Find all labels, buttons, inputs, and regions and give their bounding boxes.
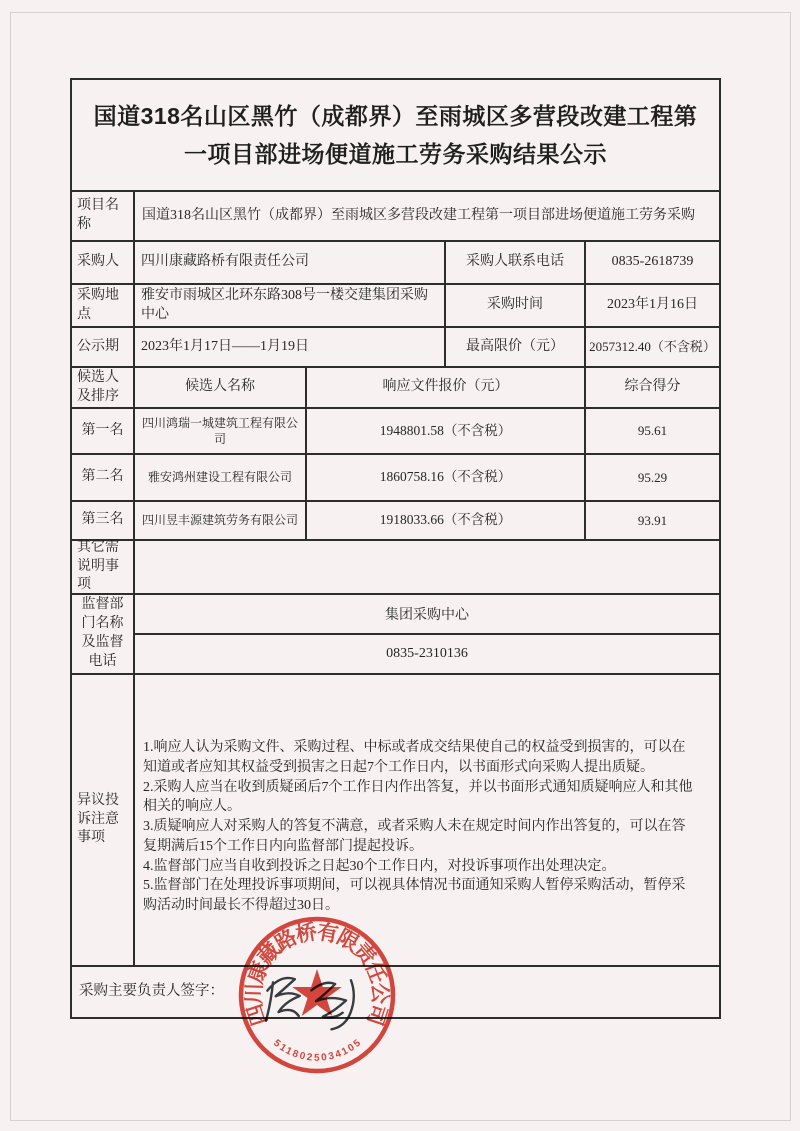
location-value: 雅安市雨城区北环东路308号一楼交建集团采购中心 bbox=[135, 285, 446, 326]
seal-company-text: 四川康藏路桥有限责任公司 bbox=[241, 919, 393, 1029]
row-location bbox=[72, 285, 719, 328]
row-other-notes bbox=[72, 541, 719, 595]
objection-item-4: 4.监督部门应当自收到投诉之日起30个工作日内，对投诉事项作出处理决定。 bbox=[143, 858, 616, 874]
supervision-phone-value: 0835-2310136 bbox=[386, 646, 468, 661]
project-name-value: 国道318名山区黑竹（成都界）至雨城区多营段改建工程第一项目部进场便道施工劳务采购 bbox=[142, 207, 695, 223]
row-purchaser bbox=[72, 242, 719, 285]
project-name-label: 项目名称 bbox=[72, 192, 135, 240]
candidate-score: 95.61 bbox=[637, 423, 668, 439]
candidate-price: 1918033.66（不含税） bbox=[307, 502, 586, 539]
purchaser-label: 采购人 bbox=[72, 242, 135, 283]
candidate-rank: 第三名 bbox=[72, 502, 135, 539]
other-notes-label: 其它需说明事项 bbox=[72, 541, 135, 593]
objection-item-3: 3.质疑响应人对采购人的答复不满意，或者采购人未在规定时间内作出答复的，可以在答复期满后15个工作日内向监督部门提起投诉。 bbox=[143, 819, 686, 854]
candidate-name: 四川昱丰源建筑劳务有限公司 bbox=[135, 502, 307, 539]
candidates-rank-label: 候选人及排序 bbox=[72, 368, 135, 407]
document-table bbox=[70, 78, 721, 1019]
other-notes-value bbox=[135, 541, 719, 593]
supervision-dept-value: 集团采购中心 bbox=[135, 595, 719, 635]
supervision-values bbox=[135, 595, 719, 673]
candidate-rank: 第二名 bbox=[72, 455, 135, 500]
objection-item-2: 2.采购人应当在收到质疑函后7个工作日内作出答复，并以书面形式通知质疑响应人和其他相关的响应人。 bbox=[143, 779, 693, 815]
company-seal bbox=[231, 909, 403, 1081]
candidate-name-header: 候选人名称 bbox=[135, 368, 307, 407]
objection-label: 异议投诉注意事项 bbox=[72, 675, 135, 965]
svg-text:5118025034105 bbox=[271, 1037, 363, 1063]
max-price-label: 最高限价（元） bbox=[446, 328, 586, 366]
row-supervision bbox=[72, 595, 719, 675]
publicity-label: 公示期 bbox=[72, 328, 135, 366]
purchase-time-value: 2023年1月16日 bbox=[607, 297, 698, 313]
purchaser-value: 四川康藏路桥有限责任公司 bbox=[135, 242, 446, 283]
candidate-score-header: 综合得分 bbox=[624, 379, 681, 395]
document-title: 国道318名山区黑竹（成都界）至雨城区多营段改建工程第一项目部进场便道施工劳务采购结果公示 bbox=[93, 103, 698, 167]
candidate-rank: 第一名 bbox=[72, 409, 135, 453]
candidate-score: 95.29 bbox=[637, 469, 668, 485]
purchaser-phone-label: 采购人联系电话 bbox=[446, 242, 586, 283]
purchaser-phone-value: 0835-2618739 bbox=[611, 254, 694, 270]
seal-serial-number: 5118025034105 bbox=[271, 1037, 363, 1064]
candidate-price: 1860758.16（不含税） bbox=[307, 455, 586, 500]
signature-label: 采购主要负责人签字： bbox=[79, 983, 224, 1000]
table-row-candidate-2 bbox=[72, 455, 719, 502]
row-project-name bbox=[72, 192, 719, 242]
candidate-price-header: 响应文件报价（元） bbox=[307, 368, 586, 407]
supervision-label: 监督部门名称及监督电话 bbox=[72, 595, 135, 673]
purchase-time-label: 采购时间 bbox=[446, 285, 586, 326]
row-title bbox=[72, 80, 719, 192]
location-label: 采购地点 bbox=[72, 285, 135, 326]
candidate-score: 93.91 bbox=[637, 512, 668, 528]
objection-item-5: 5.监督部门在处理投诉事项期间，可以视具体情况书面通知采购人暂停采购活动，暂停采购活动时间最长不得超过30日。 bbox=[143, 878, 686, 914]
candidate-name: 雅安鸿州建设工程有限公司 bbox=[135, 455, 307, 500]
objection-item-1: 1.响应人认为采购文件、采购过程、中标或者成交结果使自己的权益受到损害的，可以在知道或者应知其权益受到损害之日起7个工作日内，以书面形式向采购人提出质疑。 bbox=[143, 739, 686, 775]
row-candidates-header bbox=[72, 368, 719, 409]
table-row-candidate-3 bbox=[72, 502, 719, 541]
seal-star-icon bbox=[292, 969, 341, 1016]
candidate-name: 四川鸿瑞一城建筑工程有限公司 bbox=[135, 409, 307, 453]
table-row-candidate-1 bbox=[72, 409, 719, 455]
max-price-value: 2057312.40（不含税） bbox=[589, 338, 716, 354]
publicity-value: 2023年1月17日——1月19日 bbox=[135, 328, 446, 366]
row-publicity-period bbox=[72, 328, 719, 368]
objection-content bbox=[135, 675, 719, 965]
candidate-price: 1948801.58（不含税） bbox=[307, 409, 586, 453]
